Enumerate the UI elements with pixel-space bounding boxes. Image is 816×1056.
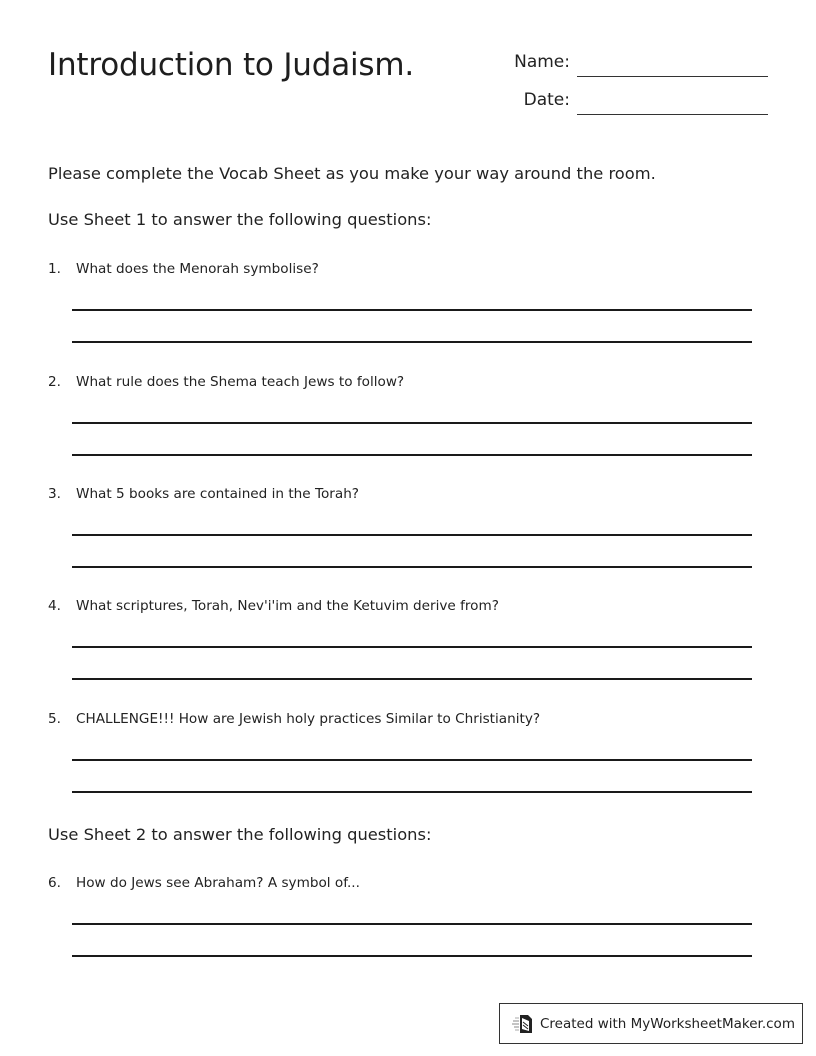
section-1-heading: Use Sheet 1 to answer the following questions:: [48, 210, 432, 229]
question-4: [48, 598, 499, 614]
question-text: How do Jews see Abraham? A symbol of...: [76, 875, 360, 891]
question-2: [48, 374, 404, 390]
answer-line-1a[interactable]: [72, 309, 752, 311]
answer-line-1b[interactable]: [72, 341, 752, 343]
date-field[interactable]: [577, 114, 768, 115]
section-2-heading: Use Sheet 2 to answer the following questions:: [48, 825, 432, 844]
question-1: [48, 261, 319, 277]
question-text: What does the Menorah symbolise?: [76, 261, 319, 277]
question-text: CHALLENGE!!! How are Jewish holy practices Similar to Christianity?: [76, 711, 541, 727]
created-with-badge[interactable]: [499, 1003, 803, 1044]
question-text: What rule does the Shema teach Jews to follow?: [76, 374, 405, 390]
answer-line-6b[interactable]: [72, 955, 752, 957]
date-label: Date:: [523, 90, 570, 110]
worksheet-maker-logo-icon: [512, 1013, 534, 1035]
question-6: [48, 875, 360, 891]
answer-line-2a[interactable]: [72, 422, 752, 424]
question-text: What 5 books are contained in the Torah?: [76, 486, 360, 502]
answer-line-4b[interactable]: [72, 678, 752, 680]
question-5: [48, 711, 540, 727]
answer-line-3a[interactable]: [72, 534, 752, 536]
answer-line-4a[interactable]: [72, 646, 752, 648]
question-number: 4.: [48, 598, 61, 614]
intro-instruction: Please complete the Vocab Sheet as you make your way around the room.: [48, 164, 656, 183]
question-number: 1.: [48, 261, 61, 277]
question-text: What scriptures, Torah, Nev'i'im and the Ketuvim derive from?: [76, 598, 499, 614]
answer-line-6a[interactable]: [72, 923, 752, 925]
answer-line-5a[interactable]: [72, 759, 752, 761]
page-title: Introduction to Judaism.: [48, 47, 415, 83]
answer-line-3b[interactable]: [72, 566, 752, 568]
question-3: [48, 486, 359, 502]
footer-text: Created with MyWorksheetMaker.com: [540, 1015, 795, 1032]
answer-line-5b[interactable]: [72, 791, 752, 793]
name-label: Name:: [514, 52, 570, 72]
question-number: 2.: [48, 374, 61, 390]
answer-line-2b[interactable]: [72, 454, 752, 456]
name-field[interactable]: [577, 76, 768, 77]
question-number: 5.: [48, 711, 61, 727]
question-number: 3.: [48, 486, 61, 502]
question-number: 6.: [48, 875, 61, 891]
